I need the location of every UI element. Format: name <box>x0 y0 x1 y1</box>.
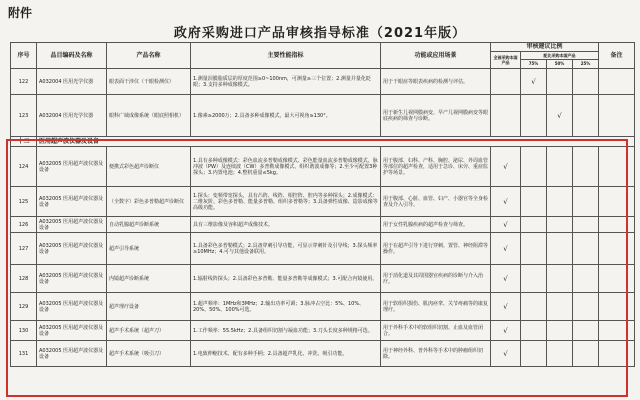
ratio-cell <box>573 187 599 217</box>
row-code-name: A032005 医用超声波仪器及设备 <box>37 233 107 265</box>
row-remarks <box>599 265 635 293</box>
row-product: 超声引导系统 <box>107 233 191 265</box>
ratio-cell <box>491 341 521 367</box>
ratio-cell <box>547 293 573 321</box>
col-seq: 序号 <box>11 43 37 69</box>
col-ratio-50: 50% <box>547 60 573 69</box>
check-mark-icon: √ <box>503 349 508 358</box>
table-row <box>11 265 635 293</box>
row-usage: 用于女性乳腺疾病的超声检查与筛查。 <box>381 217 491 233</box>
header-row <box>11 43 635 52</box>
row-product: 自动乳腺超声诊断系统 <box>107 217 191 233</box>
row-seq: 123 <box>11 95 37 137</box>
row-performance: 1.像素≥2000万；2.具备多种成像模式，最大可视角≥130°。 <box>191 95 381 137</box>
ratio-cell <box>521 293 547 321</box>
check-mark-icon: √ <box>503 326 508 335</box>
row-remarks <box>599 147 635 187</box>
row-performance: 具有三维影像及容积超声成像技术。 <box>191 217 381 233</box>
table-row <box>11 321 635 341</box>
ratio-cell <box>547 95 573 137</box>
row-code-name: A032005 医用超声波仪器及设备 <box>37 265 107 293</box>
ratio-cell <box>521 233 547 265</box>
row-remarks <box>599 187 635 217</box>
row-code-name: A032004 医用光学仪器 <box>37 95 107 137</box>
ratio-cell <box>573 265 599 293</box>
row-product: 眼科广域成像系统（眼底照相机） <box>107 95 191 137</box>
col-performance: 主要性能指标 <box>191 43 381 69</box>
col-ratio-all: 全部采购本国产品 <box>491 52 521 69</box>
table-body-category <box>11 137 635 147</box>
ratio-cell <box>491 95 521 137</box>
category-row <box>11 137 635 147</box>
check-mark-icon: √ <box>503 244 508 253</box>
row-product: 超声理疗设备 <box>107 293 191 321</box>
row-usage: 用于腹部、妇科、产科、胸腔、泌尿、外周血管等部位的超声检查，适用于急诊、床旁、重症监护等场景。 <box>381 147 491 187</box>
ratio-cell <box>547 147 573 187</box>
row-product: 眼表面干涉仪（干眼检测仪） <box>107 69 191 95</box>
table-body-main <box>11 147 635 367</box>
ratio-cell <box>491 321 521 341</box>
ratio-cell <box>491 293 521 321</box>
row-product: 内镜超声诊断系统 <box>107 265 191 293</box>
row-performance: 1.具备彩色多普勒模式；2.具备穿刺引导功能，可显示穿刺针及引导线；3.探头频率≥10MHz；4.可与其他设备联用。 <box>191 233 381 265</box>
ratio-cell <box>521 187 547 217</box>
ratio-cell <box>491 233 521 265</box>
row-remarks <box>599 217 635 233</box>
row-code-name: A032005 医用超声波仪器及设备 <box>37 321 107 341</box>
standards-table <box>10 42 635 367</box>
table-row <box>11 147 635 187</box>
ratio-cell <box>573 217 599 233</box>
row-code-name: A032005 医用超声波仪器及设备 <box>37 187 107 217</box>
row-seq: 126 <box>11 217 37 233</box>
row-remarks <box>599 293 635 321</box>
row-code-name: A032005 医用超声波仪器及设备 <box>37 147 107 187</box>
row-remarks <box>599 321 635 341</box>
col-usage: 功能或应用场景 <box>381 43 491 69</box>
ratio-cell <box>547 321 573 341</box>
ratio-cell <box>547 217 573 233</box>
row-code-name: A032005 医用超声波仪器及设备 <box>37 341 107 367</box>
row-code-name: A032005 医用超声波仪器及设备 <box>37 293 107 321</box>
row-code-name: A032004 医用光学仪器 <box>37 69 107 95</box>
table-body-top <box>11 69 635 137</box>
table-row <box>11 233 635 265</box>
row-remarks <box>599 95 635 137</box>
col-ratio-75: 75% <box>521 60 547 69</box>
col-ratio-group: 审核建议比例 <box>491 43 599 52</box>
ratio-cell <box>491 217 521 233</box>
row-seq: 131 <box>11 341 37 367</box>
row-usage: 用于神经外科、普外科等手术中的肿瘤组织切除。 <box>381 341 491 367</box>
row-performance: 1.具有多种成像模式：彩色血流多普勒成像模式、彩色能量血流多普勒成像模式、脉冲波（PW）及连续波（CW）多普勒成像模式、组织谐波成像等；2.至少可配置3种探头；3.内置电池；4.整机重量≤5kg。 <box>191 147 381 187</box>
ratio-cell <box>547 69 573 95</box>
check-mark-icon: √ <box>503 162 508 171</box>
ratio-cell <box>521 147 547 187</box>
row-usage: 用于新生儿视网膜病变、早产儿视网膜病变等眼底疾病的筛查与诊断。 <box>381 95 491 137</box>
row-performance: 1.工作频率：55.5kHz；2.具备组织切割与凝血功能；3.刀头长度多种规格可选。 <box>191 321 381 341</box>
check-mark-icon: √ <box>503 197 508 206</box>
ratio-cell <box>521 265 547 293</box>
check-mark-icon: √ <box>531 77 536 86</box>
col-code-name: 品目编码及名称 <box>37 43 107 69</box>
row-seq: 130 <box>11 321 37 341</box>
table-row <box>11 95 635 137</box>
document-title: 政府采购进口产品审核指导标准（2021年版） <box>173 26 467 41</box>
ratio-cell <box>573 293 599 321</box>
table-row <box>11 293 635 321</box>
check-mark-icon: √ <box>503 302 508 311</box>
row-usage: 用于消化道及其周围器官疾病的诊断与介入治疗。 <box>381 265 491 293</box>
ratio-cell <box>491 187 521 217</box>
table-row <box>11 341 635 367</box>
row-usage: 用于软组织损伤、肌肉痉挛、关节疼痛等的康复理疗。 <box>381 293 491 321</box>
check-mark-icon: √ <box>503 220 508 229</box>
attachment-label: 附件 <box>8 6 33 20</box>
row-performance: 1.电致伸缩技术，配有多种手柄；2.具备超声乳化、冲洗、吸引功能。 <box>191 341 381 367</box>
ratio-cell <box>491 147 521 187</box>
check-mark-icon: √ <box>557 111 562 120</box>
ratio-cell <box>547 341 573 367</box>
row-code-name: A032005 医用超声波仪器及设备 <box>37 217 107 233</box>
col-remarks: 备注 <box>599 43 635 69</box>
row-product: 便携式彩色超声诊断仪 <box>107 147 191 187</box>
row-usage: 用于腹部、心脏、血管、妇产、小器官等全身检查及介入引导。 <box>381 187 491 217</box>
ratio-cell <box>547 265 573 293</box>
row-seq: 127 <box>11 233 37 265</box>
category-seq: 十二 <box>11 137 37 147</box>
row-performance: 1.探头：变频带宽探头，具有凸阵、线阵、相控阵、腔内等多种探头；2.成像模式：二维灰阶、彩色多普勒、能量多普勒、组织多普勒等；3.具备弹性成像、造影成像等高级功能。 <box>191 187 381 217</box>
ratio-cell <box>573 95 599 137</box>
category-name: 医用超声波仪器及设备 <box>37 137 635 147</box>
row-seq: 122 <box>11 69 37 95</box>
row-seq: 124 <box>11 147 37 187</box>
ratio-cell <box>491 265 521 293</box>
ratio-cell <box>521 95 547 137</box>
row-performance: 1.超声频率：1MHz和3MHz；2.输出功率可调；3.脉冲占空比：5%、10%、20%、50%、100%可选。 <box>191 293 381 321</box>
check-mark-icon: √ <box>503 274 508 283</box>
row-product: 超声手术系统（吸引刀） <box>107 341 191 367</box>
ratio-cell <box>491 69 521 95</box>
ratio-cell <box>521 321 547 341</box>
ratio-cell <box>547 233 573 265</box>
table-row <box>11 217 635 233</box>
col-ratio-25: 25% <box>573 60 599 69</box>
row-performance: 1.辐射线阵探头；2.具备彩色多普勒、能量多普勒等成像模式；3.可配合内镜使用。 <box>191 265 381 293</box>
table-row <box>11 69 635 95</box>
col-ratio-partial: 配比采购本国产品 <box>521 52 599 60</box>
row-usage: 用于在超声引导下进行穿刺、置管、神经阻滞等操作。 <box>381 233 491 265</box>
ratio-cell <box>521 69 547 95</box>
ratio-cell <box>573 321 599 341</box>
row-seq: 129 <box>11 293 37 321</box>
row-usage: 用于外科手术中的软组织切割、止血及血管闭合。 <box>381 321 491 341</box>
row-usage: 用于干眼症等眼表疾病的检测与评估。 <box>381 69 491 95</box>
row-remarks <box>599 233 635 265</box>
ratio-cell <box>573 69 599 95</box>
standards-table-wrapper <box>10 42 634 367</box>
col-product: 产品名称 <box>107 43 191 69</box>
row-seq: 128 <box>11 265 37 293</box>
row-remarks <box>599 69 635 95</box>
ratio-cell <box>573 341 599 367</box>
row-remarks <box>599 341 635 367</box>
ratio-cell <box>573 233 599 265</box>
ratio-cell <box>521 217 547 233</box>
table-row <box>11 187 635 217</box>
ratio-cell <box>573 147 599 187</box>
row-product: 超声手术系统（超声刀） <box>107 321 191 341</box>
ratio-cell <box>521 341 547 367</box>
ratio-cell <box>547 187 573 217</box>
row-product: （全数字）彩色多普勒超声诊断仪 <box>107 187 191 217</box>
row-performance: 1.测量泪膜脂质层的厚度范围≥0~100nm，可测量≥三个位置；2.测量并量化眨眼；3.支持多种成像模式。 <box>191 69 381 95</box>
row-seq: 125 <box>11 187 37 217</box>
